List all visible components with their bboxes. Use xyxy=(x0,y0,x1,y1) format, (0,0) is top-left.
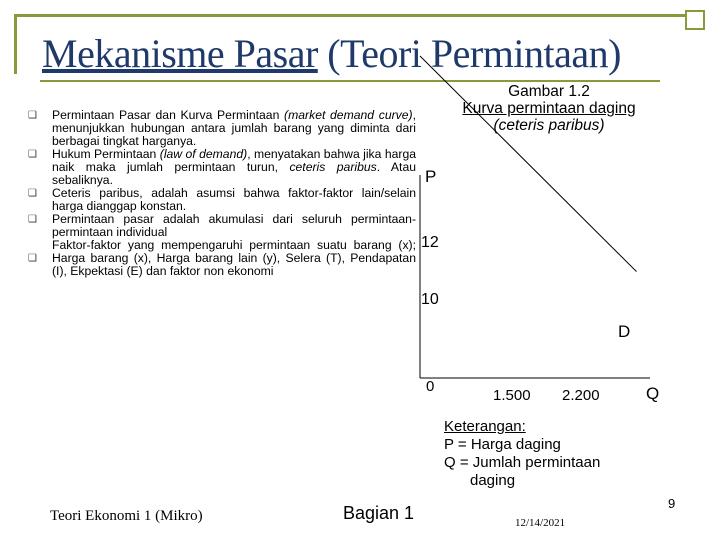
bullet-text: Ceteris paribus, adalah asumsi bahwa faktor-faktor lain/selain harga dianggap konstan. xyxy=(52,186,416,213)
y-tick-label: 12 xyxy=(421,234,439,251)
footer-section: Bagian 1 xyxy=(343,503,415,523)
bullet-text: Permintaan Pasar dan Kurva Permintaan (market demand curve), menunjukkan hubungan antara jumlah barang yang diminta dari berbagai tingkat harganya. xyxy=(52,108,416,148)
bullet-icon: ❑ xyxy=(28,110,37,121)
footer-course: Teori Ekonomi 1 (Mikro) xyxy=(50,508,203,524)
origin-label: 0 xyxy=(426,378,435,395)
bullet-icon: ❑ xyxy=(28,253,37,264)
legend-block xyxy=(444,418,600,490)
bullet-text: Hukum Permintaan (law of demand), menyatakan bahwa jika harga naik maka jumlah permintaan turun, ceteris paribus. Atau sebaliknya. xyxy=(52,147,417,187)
x-tick-label: 2.200 xyxy=(562,387,600,404)
x-tick-label: 1.500 xyxy=(493,387,531,404)
legend-heading: Keterangan: xyxy=(444,418,526,435)
figure-subtitle: (ceteris paribus) xyxy=(493,117,605,134)
x-axis-label: Q xyxy=(646,384,660,403)
bullet-text: Faktor-faktor yang mempengaruhi permintaan suatu barang (x); Harga barang (x), Harga barang lain (y), Selera (T), Pendapatan (I), Ekpektasi (E) dan faktor non ekonomi xyxy=(52,238,416,278)
y-axis-label: P xyxy=(425,167,437,186)
bullet-icon: ❑ xyxy=(28,214,37,225)
title-underlined: Mekanisme Pasar xyxy=(42,31,318,76)
figure-title: Kurva permintaan daging xyxy=(462,100,636,117)
curve-label: D xyxy=(618,322,631,341)
bullet-icon: ❑ xyxy=(28,149,37,160)
bullet-text: Permintaan pasar adalah akumulasi dari seluruh permintaan-permintaan individual xyxy=(52,212,416,239)
legend-q: Q = Jumlah permintaan xyxy=(444,454,601,471)
demand-curve-line xyxy=(420,56,637,272)
page-number: 9 xyxy=(668,496,676,511)
y-tick-label: 10 xyxy=(421,291,439,308)
legend-p: P = Harga daging xyxy=(444,436,561,453)
title-rest: (Teori Permintaan) xyxy=(317,31,621,76)
legend-q-cont: daging xyxy=(470,472,516,489)
figure-number: Gambar 1.2 xyxy=(508,83,590,100)
bullet-icon: ❑ xyxy=(28,188,37,199)
footer-date: 12/14/2021 xyxy=(515,517,566,529)
